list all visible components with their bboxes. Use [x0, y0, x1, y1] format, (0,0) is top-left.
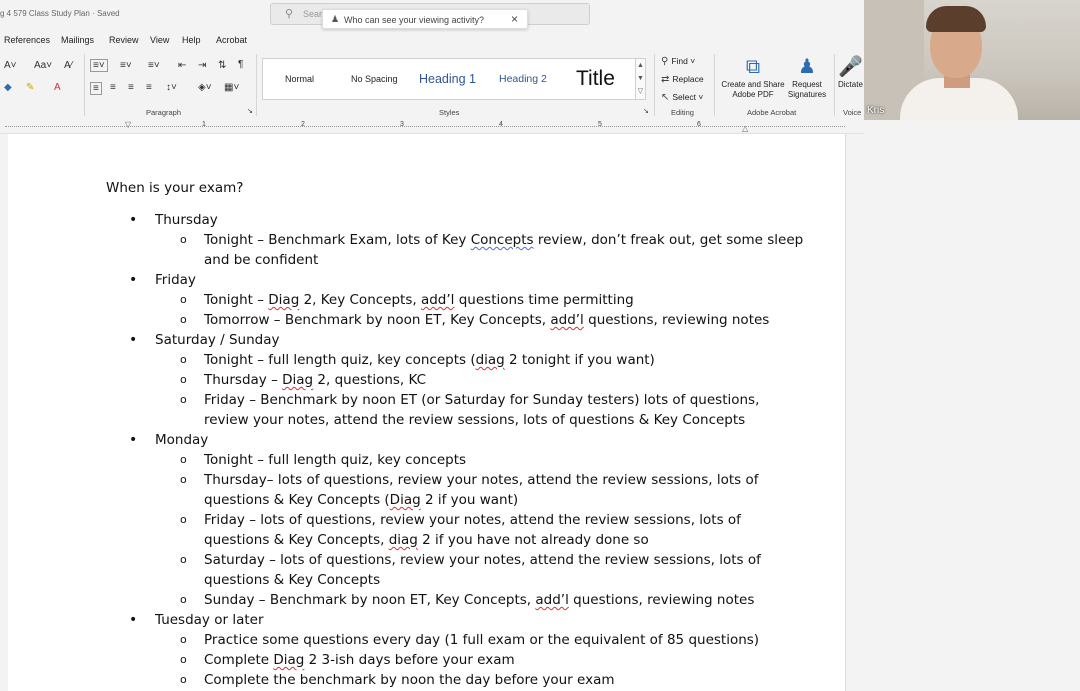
align-left-icon[interactable]: ≡ — [90, 82, 102, 95]
participant-name: Kris — [867, 105, 885, 116]
document-page[interactable] — [8, 134, 846, 691]
close-icon[interactable]: × — [510, 12, 518, 26]
line-spacing-icon[interactable]: ↕˅ — [166, 82, 177, 93]
font-color-icon[interactable]: A — [54, 82, 61, 93]
list-item: o Tonight – Diag 2, Key Concepts, add’l questions time permitting — [106, 290, 806, 310]
highlight-icon[interactable]: ✎ — [26, 82, 35, 93]
people-icon: ♟ — [331, 14, 340, 24]
bullet-monday: • Monday — [106, 430, 806, 450]
align-right-icon[interactable]: ≡ — [128, 82, 134, 93]
style-title[interactable]: Title — [576, 67, 615, 90]
right-indent-marker-icon[interactable]: △ — [742, 124, 749, 133]
viewing-activity-popup[interactable] — [322, 9, 528, 29]
bullet-tuesday-or-later: • Tuesday or later — [106, 610, 806, 630]
editing-group-label: Editing — [671, 108, 694, 117]
list-item: o Thursday– lots of questions, review your notes, attend the review sessions, lots of questions & Key Concepts (Diag 2 if you want) — [106, 470, 806, 510]
style-heading-1[interactable]: Heading 1 — [419, 72, 476, 86]
styles-gallery — [262, 58, 636, 100]
video-feed — [864, 0, 1080, 120]
tab-help[interactable]: Help — [182, 35, 201, 45]
list-item: o Practice some questions every day (1 full exam or the equivalent of 85 questions) — [106, 630, 806, 650]
paragraph-launcher-icon[interactable]: ↘ — [247, 108, 253, 115]
list-item: o Tomorrow – Benchmark by noon ET, Key Concepts, add’l questions, reviewing notes — [106, 310, 806, 330]
microphone-icon: 🎤 — [838, 56, 863, 78]
tab-review[interactable]: Review — [109, 35, 139, 45]
signature-icon: ♟ — [798, 56, 816, 78]
ribbon — [0, 50, 864, 120]
pdf-share-icon: ⧉ — [745, 56, 761, 78]
justify-icon[interactable]: ≡ — [146, 82, 152, 93]
align-center-icon[interactable]: ≡ — [110, 82, 116, 93]
bullet-thursday: • Thursday — [106, 210, 806, 230]
bullet-saturday-sunday: • Saturday / Sunday — [106, 330, 806, 350]
styles-scroll[interactable]: ▲ ▼ ▽ — [636, 58, 646, 100]
tab-view[interactable]: View — [150, 35, 170, 45]
tab-acrobat[interactable]: Acrobat — [216, 35, 248, 45]
find-icon: ⚲ — [661, 56, 669, 67]
list-item: o Tonight – full length quiz, key concepts — [106, 450, 806, 470]
tab-mailings[interactable]: Mailings — [61, 35, 95, 45]
list-item: o Tonight – Benchmark Exam, lots of Key Concepts review, don’t freak out, get some sleep and be confident — [106, 230, 806, 270]
doc-heading: When is your exam? — [106, 180, 244, 196]
decrease-indent-icon[interactable]: ⇤ — [178, 60, 187, 71]
document-body[interactable] — [106, 178, 806, 690]
ribbon-tabs — [0, 32, 864, 48]
search-placeholder: Sear — [303, 9, 323, 19]
borders-icon[interactable]: ▦˅ — [224, 82, 240, 93]
list-item: o Complete the benchmark by noon the day before your exam — [106, 670, 806, 690]
list-item: o Friday – Benchmark by noon ET (or Saturday for Sunday testers) lots of questions, review your notes, attend the review sessions, lots of questions & Key Concepts — [106, 390, 806, 430]
search-icon: ⚲ — [285, 8, 294, 20]
increase-indent-icon[interactable]: ⇥ — [198, 60, 207, 71]
document-workspace — [0, 134, 1080, 691]
numbering-icon[interactable]: ≡˅ — [120, 60, 132, 71]
bullet-friday: • Friday — [106, 270, 806, 290]
tab-references[interactable]: References — [4, 35, 51, 45]
list-item: o Sunday – Benchmark by noon ET, Key Concepts, add’l questions, reviewing notes — [106, 590, 806, 610]
style-no-spacing[interactable]: No Spacing — [351, 74, 398, 84]
style-normal[interactable]: Normal — [285, 74, 315, 84]
style-heading-2[interactable]: Heading 2 — [499, 73, 547, 85]
list-item: o Tonight – full length quiz, key concepts (diag 2 tonight if you want) — [106, 350, 806, 370]
styles-group-label: Styles — [439, 108, 460, 117]
list-item: o Friday – lots of questions, review your notes, attend the review sessions, lots of questions & Key Concepts, diag 2 if you have not already done so — [106, 510, 806, 550]
list-item: o Saturday – lots of questions, review your notes, attend the review sessions, lots of questions & Key Concepts — [106, 550, 806, 590]
find-button[interactable]: ⚲ Find ˅ — [661, 56, 696, 67]
horizontal-ruler[interactable]: ▽ 1 2 3 4 5 6 △ — [0, 120, 864, 134]
shading-icon[interactable]: ◈˅ — [198, 82, 212, 93]
indent-marker-icon[interactable]: ▽ — [125, 120, 132, 129]
document-title[interactable]: g 4 579 Class Study Plan · Saved — [0, 9, 120, 18]
voice-group-label: Voice — [843, 108, 862, 117]
multilevel-list-icon[interactable]: ≡˅ — [148, 60, 160, 71]
font-size-up-icon[interactable]: A˅ — [4, 60, 17, 71]
create-share-pdf-button[interactable]: ⧉ Create and Share Adobe PDF — [721, 56, 785, 99]
text-effects-icon[interactable]: ◆ — [4, 82, 12, 93]
select-icon: ↖ — [661, 92, 670, 103]
dictate-button[interactable]: 🎤 Dictate — [838, 56, 863, 89]
list-item: o Complete Diag 2 3-ish days before your exam — [106, 650, 806, 670]
show-marks-icon[interactable]: ¶ — [238, 59, 244, 70]
replace-icon: ⇄ — [661, 74, 670, 85]
sort-icon[interactable]: ⇅ — [218, 60, 227, 71]
acrobat-group-label: Adobe Acrobat — [747, 108, 797, 117]
list-item: o Thursday – Diag 2, questions, KC — [106, 370, 806, 390]
select-button[interactable]: ↖ Select ˅ — [661, 92, 704, 103]
replace-button[interactable]: ⇄ Replace — [661, 74, 704, 85]
popup-text[interactable]: Who can see your viewing activity? — [344, 15, 485, 25]
styles-launcher-icon[interactable]: ↘ — [643, 108, 649, 115]
paragraph-group-label: Paragraph — [146, 108, 182, 117]
title-bar — [0, 0, 864, 30]
clear-formatting-icon[interactable]: A∕ — [64, 60, 73, 71]
request-signatures-button[interactable]: ♟ Request Signatures — [787, 56, 827, 99]
change-case-icon[interactable]: Aa˅ — [34, 60, 53, 71]
bullets-icon[interactable]: ≡˅ — [90, 59, 108, 72]
